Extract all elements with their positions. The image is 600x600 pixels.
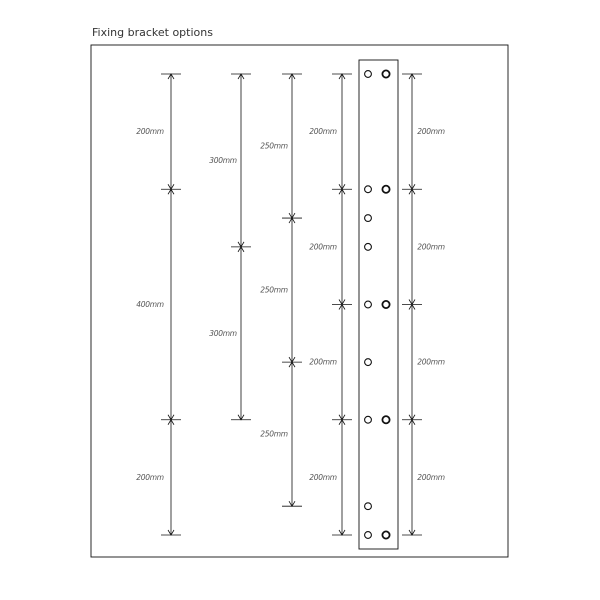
fixing-hole bbox=[365, 359, 372, 366]
dimension-label: 250mm bbox=[260, 429, 288, 439]
fixing-hole bbox=[382, 70, 389, 77]
dimension-option-a bbox=[136, 74, 181, 535]
dimension-label: 400mm bbox=[136, 300, 164, 309]
fixing-hole bbox=[382, 531, 389, 538]
dimension-label: 300mm bbox=[209, 328, 237, 338]
dimension-label: 200mm bbox=[309, 357, 337, 367]
fixing-hole bbox=[365, 301, 372, 308]
dimension-option-b bbox=[209, 74, 251, 420]
fixing-hole bbox=[382, 186, 389, 193]
dimension-label: 200mm bbox=[136, 472, 164, 482]
fixing-hole bbox=[365, 532, 372, 539]
dimension-option-c bbox=[260, 74, 302, 506]
dimension-option-d bbox=[309, 74, 352, 535]
dimension-label: 200mm bbox=[417, 127, 445, 137]
dimension-label: 200mm bbox=[417, 472, 445, 482]
dimension-option-e bbox=[402, 74, 445, 535]
fixing-hole bbox=[382, 416, 389, 423]
dimension-lines bbox=[136, 74, 444, 535]
dimension-label: 300mm bbox=[209, 155, 237, 165]
dimension-label: 200mm bbox=[309, 127, 337, 137]
dimension-label: 200mm bbox=[417, 357, 445, 367]
fixing-hole bbox=[365, 243, 372, 250]
dimension-label: 250mm bbox=[260, 285, 288, 295]
fixing-hole bbox=[365, 186, 372, 193]
fixing-hole bbox=[365, 215, 372, 222]
dimension-label: 200mm bbox=[309, 242, 337, 252]
fixing-hole bbox=[365, 71, 372, 78]
dimension-label: 200mm bbox=[309, 472, 337, 482]
bracket-holes bbox=[365, 70, 390, 538]
fixing-hole bbox=[365, 416, 372, 423]
dimension-label: 200mm bbox=[417, 242, 445, 252]
fixing-hole bbox=[382, 301, 389, 308]
page-title: Fixing bracket options bbox=[92, 26, 213, 39]
dimension-label: 200mm bbox=[136, 127, 164, 137]
dimension-label: 250mm bbox=[260, 141, 288, 151]
fixing-hole bbox=[365, 503, 372, 510]
